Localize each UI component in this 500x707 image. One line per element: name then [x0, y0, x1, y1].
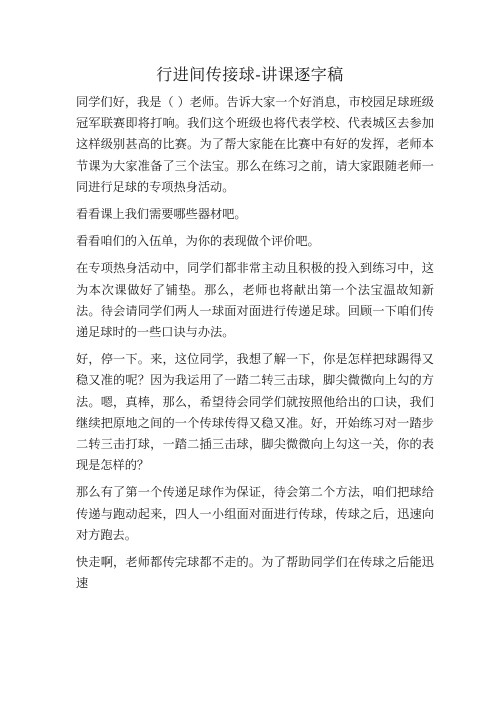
paragraph-4: 在专项热身活动中，同学们都非常主动且积极的投入到练习中，这为本次课做好了铺垫。那么，老师也将献出第一个法宝温故知新法。待会请同学们两人一球面对面进行传递足球。回顾一下咱们传递足球时的一些口诀与办法。 — [76, 261, 434, 340]
paragraph-1: 同学们好，我是（ ）老师。告诉大家一个好消息，市校园足球班级冠军联赛即将打响。我们这个班级也将代表学校、代表城区去参加这样级别甚高的比赛。为了帮大家能在比赛中有好的发挥，老师本节课为大家准备了三个法宝。那么在练习之前，请大家跟随老师一同进行足球的专项热身活动。 — [76, 95, 434, 194]
paragraph-7: 快走啊，老师都传完球都不走的。为了帮助同学们在传球之后能迅速 — [76, 555, 434, 591]
paragraph-5: 好，停一下。来，这位同学，我想了解一下，你是怎样把球踢得又稳又准的呢？因为我运用了一踏二转三击球，脚尖微微向上勾的方法。嗯，真棒，那么，希望待会同学们就按照他给出的口诀，我们继续把原地之间的一个传球传得又稳又准。好，开始练习对一踏步二转三击打球，一踏二插三击球，脚尖微微向上勾这一关，你的表现是怎样的？ — [76, 352, 434, 473]
paragraph-6: 那么有了第一个传递足球作为保证，待会第二个方法，咱们把球给传递与跑动起来，四人一小组面对面进行传球，传球之后，迅速向对方跑去。 — [76, 485, 434, 542]
paragraph-3: 看看咱们的入伍单，为你的表现做个评价吧。 — [76, 234, 320, 249]
paragraph-2: 看看课上我们需要哪些器材吧。 — [76, 207, 247, 222]
document-title: 行进间传接球-讲课逐字稿 — [156, 65, 344, 84]
document-body — [76, 92, 434, 600]
